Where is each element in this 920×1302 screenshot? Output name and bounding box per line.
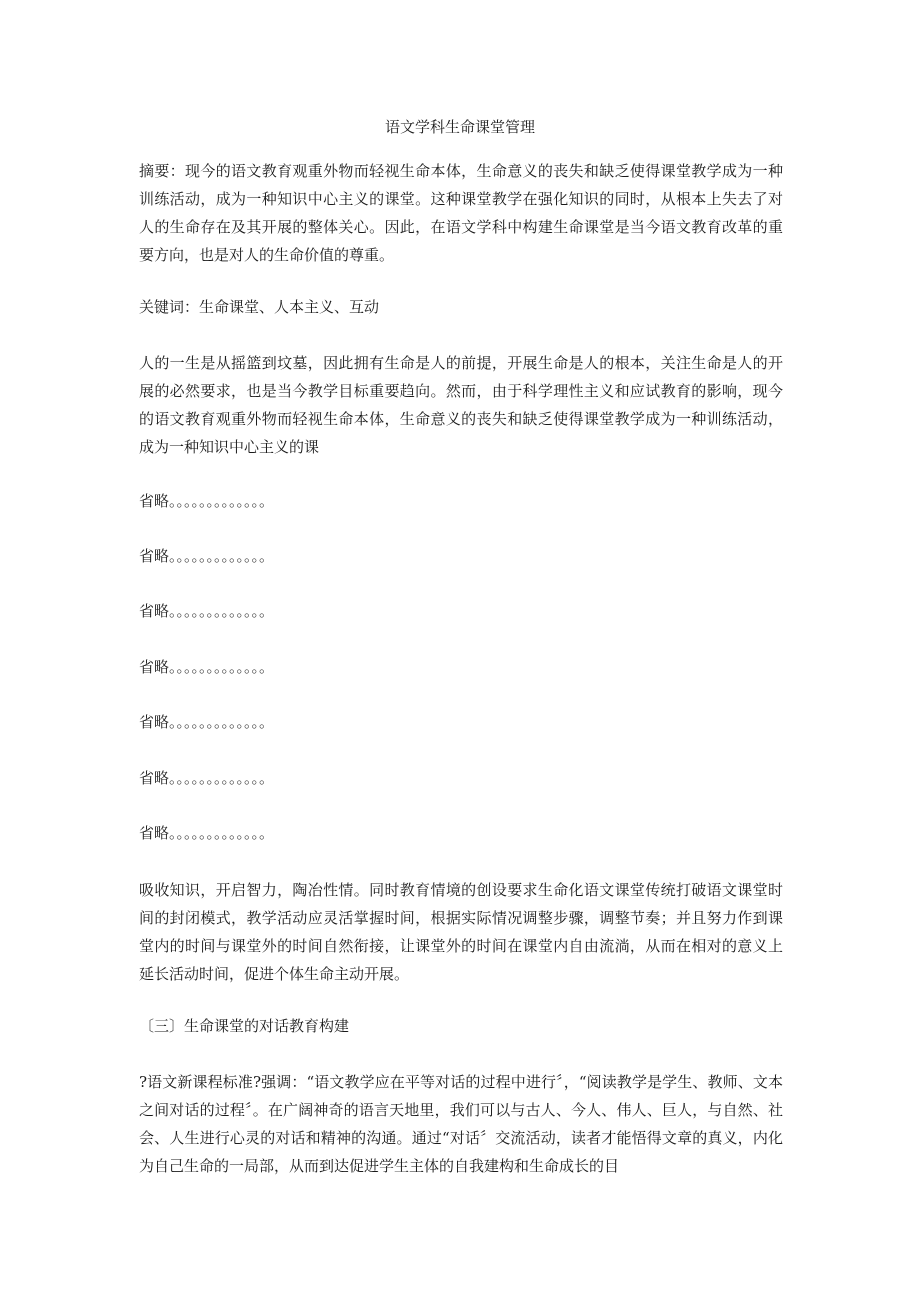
omitted-line: 省略。。。。。。。。。。。。。 <box>139 769 275 787</box>
omitted-line: 省略。。。。。。。。。。。。。 <box>139 492 275 510</box>
omitted-line: 省略。。。。。。。。。。。。。 <box>139 824 275 842</box>
section-heading: 〔三〕生命课堂的对话教育构建 <box>139 1017 350 1035</box>
omitted-line: 省略。。。。。。。。。。。。。 <box>139 713 275 731</box>
body-paragraph-1: 吸收知识，开启智力，陶冶性情。同时教育情境的创设要求生命化语文课堂传统打破语文课堂时间的封闭模式，教学活动应灵活掌握时间，根据实际情况调整步骤，调整节奏；并且努力作到课堂内的时间与课堂外的时间自然衔接，让课堂外的时间在课堂内自由流淌，从而在相对的意义上延长活动时间，促进个体生命主动开展。 <box>139 881 783 983</box>
omitted-line: 省略。。。。。。。。。。。。。 <box>139 658 275 676</box>
intro-paragraph: 人的一生是从摇篮到坟墓，因此拥有生命是人的前提，开展生命是人的根本，关注生命是人的开展的必然要求，也是当今教学目标重要趋向。然而，由于科学理性主义和应试教育的影响，现今的语文教育观重外物而轻视生命本体，生命意义的丧失和缺乏使得课堂教学成为一种训练活动，成为一种知识中心主义的课 <box>139 354 783 456</box>
keywords-line: 关键词：生命课堂、人本主义、互动 <box>139 298 380 316</box>
omitted-line: 省略。。。。。。。。。。。。。 <box>139 602 275 620</box>
abstract-paragraph: 摘要：现今的语文教育观重外物而轻视生命本体，生命意义的丧失和缺乏使得课堂教学成为一种训练活动，成为一种知识中心主义的课堂。这种课堂教学在强化知识的同时，从根本上失去了对人的生命存在及其开展的整体关心。因此，在语文学科中构建生命课堂是当今语文教育改革的重要方向，也是对人的生命价值的尊重。 <box>139 162 783 264</box>
omitted-line: 省略。。。。。。。。。。。。。 <box>139 547 275 565</box>
body-paragraph-2: ?语文新课程标准?强调：“语文教学应在平等对话的过程中进行〞，“阅读教学是学生、教师、文本之间对话的过程〞。在广阔神奇的语言天地里，我们可以与古人、今人、伟人、巨人，与自然、社会、人生进行心灵的对话和精神的沟通。通过“对话〞交流活动，读者才能悟得文章的真义，内化为自己生命的一局部，从而到达促进学生主体的自我建构和生命成长的目 <box>139 1073 783 1175</box>
document-title: 语文学科生命课堂管理 <box>384 118 535 136</box>
